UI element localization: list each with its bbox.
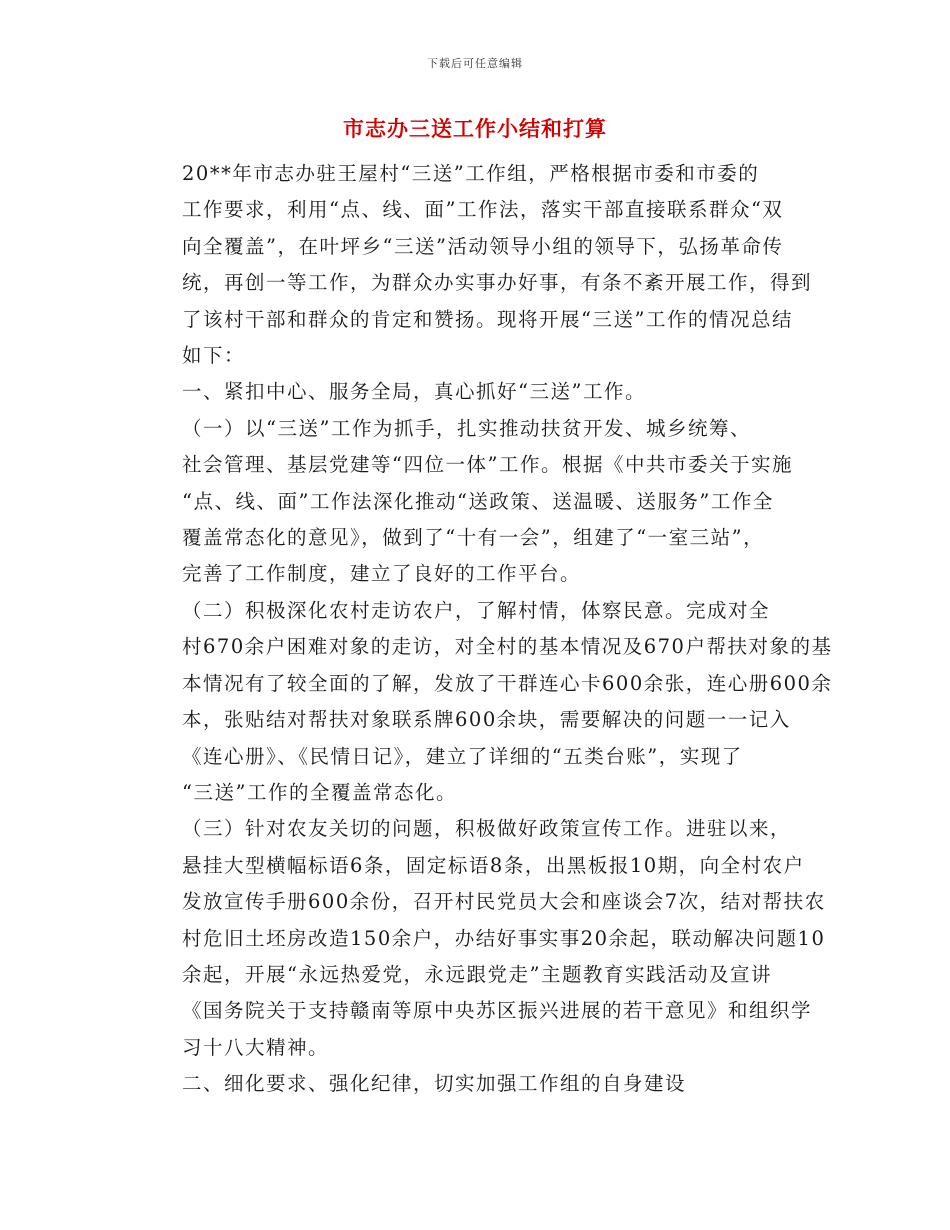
text-line: 习十八大精神。 <box>182 1035 330 1059</box>
text-line: 二、细化要求、强化纪律，切实加强工作组的自身建设 <box>182 1072 687 1096</box>
text-line: 本情况有了较全面的了解，发放了干群连心卡600余张，连心册600余 <box>182 671 833 695</box>
text-line: 覆盖常态化的意见》，做到了“十有一会”，组建了“一室三站”， <box>182 526 765 550</box>
section-heading-2 <box>143 1066 808 1102</box>
text-line: 余起，开展“永远热爱党，永远跟党走”主题教育实践活动及宣讲 <box>182 962 772 986</box>
text-line: （三）针对农友关切的问题，积极做好政策宣传工作。进驻以来， <box>182 817 792 841</box>
text-line: 《国务院关于支持赣南等原中央苏区振兴进展的若干意见》和组织学 <box>182 999 813 1023</box>
text-line: 社会管理、基层党建等“四位一体”工作。根据《中共市委关于实施 <box>182 453 793 477</box>
paragraph-item-3 <box>143 811 826 1066</box>
paragraph-item-1 <box>143 411 808 593</box>
text-line: 完善了工作制度，建立了良好的工作平台。 <box>182 562 582 586</box>
text-line: 本，张贴结对帮扶对象联系牌600余块，需要解决的问题一一记入 <box>182 708 791 732</box>
text-line: 统，再创一等工作，为群众办实事办好事，有条不紊开展工作，得到 <box>182 271 813 295</box>
text-line: 了该村干部和群众的肯定和赞扬。现将开展“三送”工作的情况总结 <box>182 307 793 331</box>
text-line: “点、线、面”工作法深化推动“送政策、送温暖、送服务”工作全 <box>182 489 774 513</box>
text-line: 20**年市志办驻王屋村“三送”工作组，严格根据市委和市委的 <box>182 162 760 185</box>
text-line: 工作要求，利用“点、线、面”工作法，落实干部直接联系群众“双 <box>182 198 784 222</box>
document-title: 市志办三送工作小结和打算 <box>343 116 607 141</box>
text-line: （二）积极深化农村走访农户，了解村情，体察民意。完成对全 <box>182 598 771 622</box>
text-line: 向全覆盖”，在叶坪乡“三送”活动领导小组的领导下，弘扬革命传 <box>182 234 784 258</box>
text-line: 村670余户困难对象的走访，对全村的基本情况及670户帮扶对象的基 <box>182 635 833 659</box>
text-line: “三送”工作的全覆盖常态化。 <box>182 780 457 804</box>
paragraph-intro <box>143 156 813 374</box>
text-line: 村危旧土坯房改造150余户，办结好事实事20余起，联动解决问题10 <box>182 926 826 950</box>
text-line: 悬挂大型横幅标语6条，固定标语8条，出黑板报10期，向全村农户 <box>182 853 805 877</box>
text-line: （一）以“三送”工作为抓手，扎实推动扶贫开发、城乡统筹、 <box>182 416 751 440</box>
page-header-note: 下载后可任意编辑 <box>427 57 523 70</box>
text-line: 如下： <box>182 344 246 368</box>
text-line: 发放宣传手册600余份，召开村民党员大会和座谈会7次，结对帮扶农 <box>182 890 826 914</box>
text-line: 一、紧扣中心、服务全局，真心抓好“三送”工作。 <box>182 380 646 404</box>
text-line: 《连心册》、《民情日记》，建立了详细的“五类台账”，实现了 <box>182 744 743 768</box>
paragraph-item-2 <box>143 593 833 811</box>
section-heading-1 <box>143 374 808 410</box>
document-body <box>143 156 833 1103</box>
